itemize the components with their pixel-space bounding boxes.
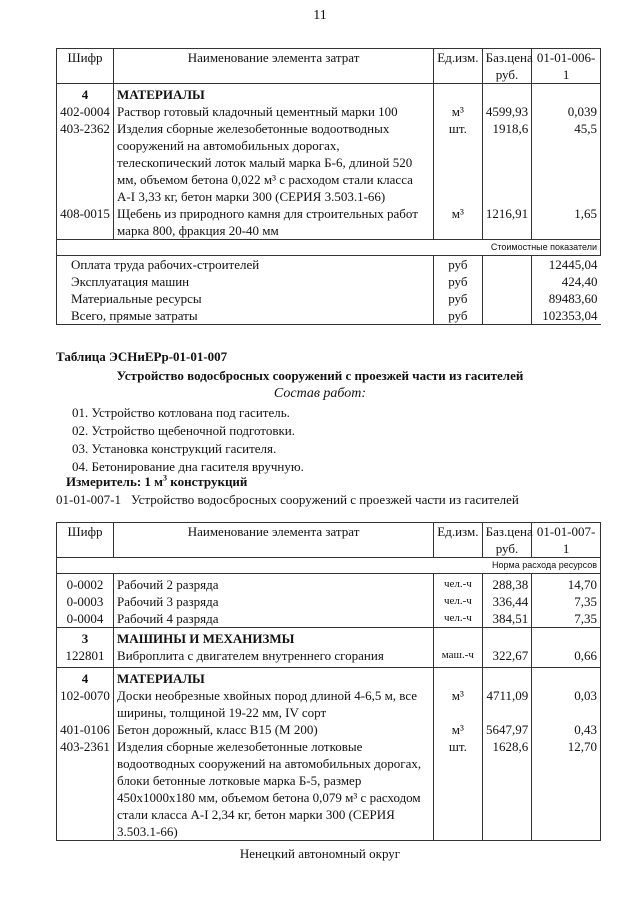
row-name-line: Изделия сборные железобетонные лотковые [117, 739, 363, 754]
summary-name: Эксплуатация машин [57, 273, 434, 290]
price-header-line1: Баз.цена [485, 524, 533, 539]
footer-region: Ненецкий автономный округ [239, 846, 401, 861]
summary-row [57, 307, 601, 325]
table-row [57, 610, 601, 628]
work-item: 02. Устройство щебеночной подготовки. [72, 423, 295, 438]
section-row [57, 628, 601, 648]
row-value: 0,03 [532, 687, 601, 721]
table-title: Таблица ЭСНиЕРр-01-01-007 [56, 349, 228, 364]
section-title: МАТЕРИАЛЫ [114, 84, 434, 104]
section-num: 3 [57, 628, 114, 648]
meter-sup: 3 [163, 473, 168, 483]
row-price: 384,51 [482, 610, 532, 628]
work-item: 04. Бетонирование дна гасителя вручную. [72, 459, 304, 474]
table-row [57, 738, 601, 841]
table-header-row [57, 523, 601, 558]
col-unit-header: Ед.изм. [434, 523, 483, 558]
works-label: Состав работ: [273, 386, 367, 401]
row-value: 14,70 [532, 574, 601, 594]
table-subtitle: Устройство водосбросных сооружений с проезжей части из гасителей [116, 368, 524, 383]
table-header-row [57, 49, 601, 84]
work-item: 03. Установка конструкций гасителя. [72, 441, 277, 456]
row-name: Бетон дорожный, класс В15 (М 200) [114, 721, 434, 738]
summary-unit: руб [434, 290, 483, 307]
row-value: 45,5 [532, 120, 601, 205]
row-price: 1216,91 [482, 205, 532, 240]
row-unit: чел.-ч [434, 574, 483, 594]
row-code: 122801 [57, 647, 114, 668]
row-code: 0-0002 [57, 574, 114, 594]
summary-name: Всего, прямые затраты [57, 307, 434, 325]
row-name [114, 687, 434, 721]
row-value: 0,66 [532, 647, 601, 668]
table-row [57, 593, 601, 610]
section-num: 4 [57, 668, 114, 688]
summary-row [57, 256, 601, 274]
meter-prefix: Измеритель: 1 м [66, 474, 164, 489]
row-unit: шт. [434, 738, 483, 841]
row-name: Рабочий 3 разряда [114, 593, 434, 610]
price-header-line2: руб. [495, 67, 519, 82]
cost-indicators-label: Стоимостные показатели [57, 240, 601, 256]
row-unit: чел.-ч [434, 610, 483, 628]
row-code: 402-0004 [57, 103, 114, 120]
row-code: 403-2361 [57, 738, 114, 841]
row-name-line: 450х1000х180 мм, объемом бетона 0,079 м³ с расходом [117, 790, 421, 805]
norm-label: Норма расхода ресурсов [57, 558, 601, 574]
row-name: Раствор готовый кладочный цементный марки 100 [114, 103, 434, 120]
col-rate-code-header: 01-01-007-1 [532, 523, 601, 558]
row-name-line: Изделия сборные железобетонные водоотводных [117, 121, 390, 136]
cost-label-row [57, 240, 601, 256]
row-value: 0,039 [532, 103, 601, 120]
row-name-line: блоки бетонные лотковые марка Б-5, размер [117, 773, 362, 788]
row-value: 7,35 [532, 610, 601, 628]
row-unit: маш.-ч [434, 647, 483, 668]
row-code: 408-0015 [57, 205, 114, 240]
row-price: 5647,97 [482, 721, 532, 738]
page-number: 11 [313, 8, 327, 23]
col-price-header [482, 523, 532, 558]
rate-code: 01-01-007-1 [56, 492, 121, 507]
row-unit: м³ [434, 721, 483, 738]
col-unit-header: Ед.изм. [434, 49, 483, 84]
row-value: 12,70 [532, 738, 601, 841]
row-name-line: сооружений на автомобильных дорогах, [117, 138, 340, 153]
summary-name: Материальные ресурсы [57, 290, 434, 307]
row-name-line: стали класса А-I 2,34 кг, бетон марки 300 (СЕРИЯ [117, 807, 395, 822]
norm-label-row [57, 558, 601, 574]
price-header-line2: руб. [495, 541, 519, 556]
col-name-header: Наименование элемента затрат [114, 523, 434, 558]
summary-value: 12445,04 [532, 256, 601, 274]
meter-line [66, 474, 247, 490]
row-code: 401-0106 [57, 721, 114, 738]
summary-value: 424,40 [532, 273, 601, 290]
row-name [114, 738, 434, 841]
section-num: 4 [57, 84, 114, 104]
row-name-line: мм, объемом бетона 0,022 м³ с расходом стали класса [117, 172, 413, 187]
row-price: 288,38 [482, 574, 532, 594]
summary-row [57, 273, 601, 290]
col-price-header [482, 49, 532, 84]
row-name-line: А-I 3,33 кг, бетон марки 300 (СЕРИЯ 3.503.1-66) [117, 189, 386, 204]
summary-value: 89483,60 [532, 290, 601, 307]
summary-unit: руб [434, 307, 483, 325]
row-code: 0-0003 [57, 593, 114, 610]
row-name-line: 3.503.1-66) [117, 824, 178, 839]
row-name-line: Доски необрезные хвойных пород длиной 4-6,5 м, все [117, 688, 418, 703]
section-title: МАШИНЫ И МЕХАНИЗМЫ [114, 628, 434, 648]
section-row [57, 84, 601, 104]
section-row [57, 668, 601, 688]
row-name: Виброплита с двигателем внутреннего сгорания [114, 647, 434, 668]
summary-value: 102353,04 [532, 307, 601, 325]
table-row [57, 647, 601, 668]
summary-unit: руб [434, 273, 483, 290]
row-name-line: ширины, толщиной 19-22 мм, IV сорт [117, 705, 327, 720]
summary-row [57, 290, 601, 307]
row-name-line: телескопический лоток малый марка Б-6, длиной 520 [117, 155, 413, 170]
row-name-line: Щебень из природного камня для строительных работ [117, 206, 418, 221]
col-name-header: Наименование элемента затрат [114, 49, 434, 84]
row-unit: м³ [434, 205, 483, 240]
table-row [57, 120, 601, 205]
section-title: МАТЕРИАЛЫ [114, 668, 434, 688]
row-price: 322,67 [482, 647, 532, 668]
summary-name: Оплата труда рабочих-строителей [57, 256, 434, 274]
row-price: 1918,6 [482, 120, 532, 205]
col-code-header: Шифр [57, 49, 114, 84]
price-header-line1: Баз.цена [485, 50, 533, 65]
table-01-01-006-1 [56, 48, 601, 325]
rate-code-line [56, 492, 519, 508]
row-value: 7,35 [532, 593, 601, 610]
col-code-header: Шифр [57, 523, 114, 558]
row-unit: м³ [434, 103, 483, 120]
row-name: Рабочий 2 разряда [114, 574, 434, 594]
row-price: 4711,09 [482, 687, 532, 721]
col-rate-code-header: 01-01-006-1 [532, 49, 601, 84]
row-code: 403-2362 [57, 120, 114, 205]
table-01-01-007-1 [56, 522, 601, 841]
row-name: Рабочий 4 разряда [114, 610, 434, 628]
row-name-line: марка 800, фракция 20-40 мм [117, 223, 279, 238]
row-price: 1628,6 [482, 738, 532, 841]
row-value: 0,43 [532, 721, 601, 738]
row-code: 0-0004 [57, 610, 114, 628]
row-name [114, 205, 434, 240]
row-price: 336,44 [482, 593, 532, 610]
row-value: 1,65 [532, 205, 601, 240]
row-unit: шт. [434, 120, 483, 205]
row-name-line: водоотводных сооружений на автомобильных дорогах, [117, 756, 422, 771]
summary-unit: руб [434, 256, 483, 274]
row-unit: м³ [434, 687, 483, 721]
row-unit: чел.-ч [434, 593, 483, 610]
work-item: 01. Устройство котлована под гаситель. [72, 405, 290, 420]
table-row [57, 103, 601, 120]
table-row [57, 721, 601, 738]
table-row [57, 574, 601, 594]
row-code: 102-0070 [57, 687, 114, 721]
meter-suffix: конструкций [167, 474, 248, 489]
row-name [114, 120, 434, 205]
row-price: 4599,93 [482, 103, 532, 120]
rate-code-description: Устройство водосбросных сооружений с проезжей части из гасителей [131, 492, 519, 507]
table-row [57, 687, 601, 721]
table-row [57, 205, 601, 240]
